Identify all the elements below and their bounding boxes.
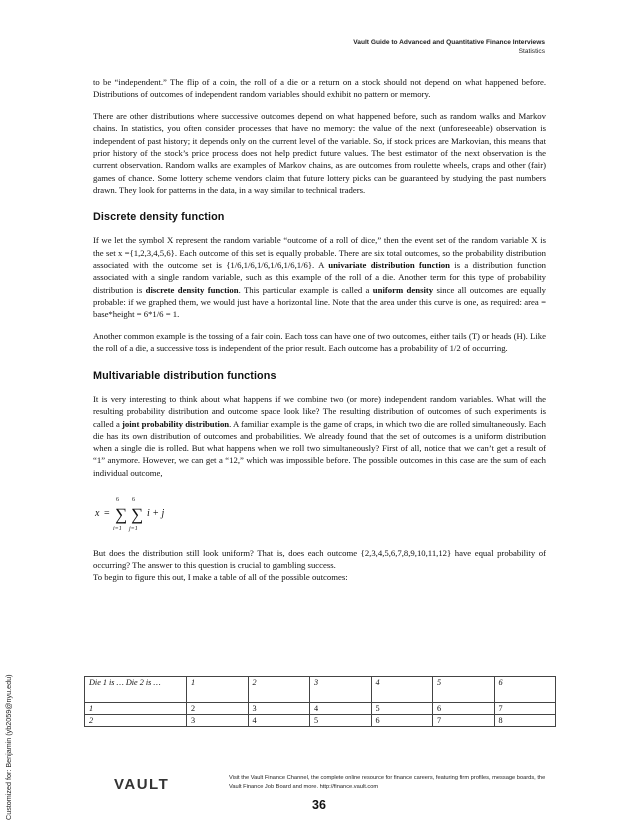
formula-graphic <box>93 489 213 537</box>
formula-equals: = <box>104 507 110 519</box>
table-corner-cell: Die 1 is … Die 2 is … <box>85 677 187 703</box>
column-header: 5 <box>433 677 495 703</box>
sum-sign: ∑ <box>115 504 128 524</box>
term: joint probability distribution <box>122 418 230 429</box>
table-cell: 7 <box>494 703 556 715</box>
paragraph: to be “independent.” The flip of a coin, the roll of a die or a return on a stock should not depend on what happened before. Distributions of outcomes of independent random variables should exhibit no pattern or memory. <box>93 77 546 100</box>
table-cell: 7 <box>433 715 495 727</box>
column-header: 6 <box>494 677 556 703</box>
column-header: 3 <box>310 677 372 703</box>
table-cell: 6 <box>371 715 433 727</box>
table-cell: 6 <box>433 703 495 715</box>
row-label: 1 <box>85 703 187 715</box>
paragraph: If we let the symbol X represent the random variable “outcome of a roll of dice,” then the event set of the random variable X is the set x ={1,2,3,4,5,6}. Each outcome of this set is equally probable. There are six total outcomes, so the probability distribution associated with the outcome set is {1/6,1/6,1/6,1/6,1/6,1/6}. A univariate distribution function is a distribution function associated with a single random variable, such as this example of the roll of a die. Another term for this type of probability distribution is discrete density function. This particular example is called a uniform density since all outcomes are equally probable: if we graphed them, we would just have a horizontal line. Note that the area under this curve is one, as required: area = base*height = 6*1/6 = 1. <box>93 235 547 320</box>
vault-logo: VAULT <box>114 776 170 793</box>
table-cell: 8 <box>494 715 556 727</box>
table-row <box>85 715 556 727</box>
customization-note: Customized for: Benjamin (yb2059@nyu.edu) <box>4 674 13 820</box>
table-cell: 5 <box>371 703 433 715</box>
table-cell: 2 <box>187 703 249 715</box>
paragraph: To begin to figure this out, I make a table of all of the possible outcomes: <box>93 572 348 583</box>
table-cell: 4 <box>248 715 310 727</box>
sum-upper-limit: 6 <box>132 496 135 503</box>
paragraph: Another common example is the tossing of a fair coin. Each toss can have one of two outcomes, either tails (T) or heads (H). Like the roll of a die, a successive toss is independent of the prior result. Each outcome has a probability of 1/2 of occurring. <box>93 331 546 354</box>
column-header: 4 <box>371 677 433 703</box>
term: discrete density function <box>145 284 239 295</box>
sum-lower-limit: i=1 <box>113 525 122 532</box>
sum-upper-limit: 6 <box>116 496 119 503</box>
formula-lhs: x <box>95 507 100 519</box>
running-header <box>353 38 545 56</box>
section-name: Statistics <box>518 48 545 55</box>
section-heading: Multivariable distribution functions <box>93 369 277 382</box>
paragraph: There are other distributions where successive outcomes depend on what happened before, such as random walks and Markov chains. In statistics, you often consider processes that have no memory: the value of the next (unforeseeable) observation is independent of past history; it depends only on the current level of the variable. So, if stock prices are Markovian, this means that prior history of the stock’s price process does not help predict future values. The best estimator of the next observation is the current observation. Random walks are examples of Markov chains, as are outcomes from roulette wheels, craps and other (fair) games of chance. Some lottery scheme vendors claim that future lottery picks can be guaranteed by studying the past numbers drawn. They look for patterns in the data, in a way similar to technical traders. <box>93 111 546 195</box>
sum-sign: ∑ <box>131 504 144 524</box>
column-header: 2 <box>248 677 310 703</box>
table-row <box>85 703 556 715</box>
table-cell: 4 <box>310 703 372 715</box>
page-body <box>93 76 546 593</box>
term: uniform density <box>372 284 434 295</box>
formula-body: i + j <box>147 507 165 519</box>
table-header-row <box>85 677 556 703</box>
footer-promo-text: Visit the Vault Finance Channel, the complete online resource for finance careers, featuring firm profiles, message boards, the Vault Finance Job Board and more. http://finance.vault.com <box>229 775 546 790</box>
outcome-table <box>84 676 556 727</box>
column-header: 1 <box>187 677 249 703</box>
table-cell: 3 <box>248 703 310 715</box>
page-number: 36 <box>312 798 326 812</box>
section-heading: Discrete density function <box>93 211 225 224</box>
row-label: 2 <box>85 715 187 727</box>
sum-lower-limit: j=1 <box>129 525 138 532</box>
term: univariate distribution function <box>328 260 450 271</box>
paragraph: But does the distribution still look uniform? That is, does each outcome {2,3,4,5,6,7,8,9,10,11,12} have equal probability of occurring? The answer to this question is crucial to gambling success. <box>93 547 546 570</box>
table-cell: 3 <box>187 715 249 727</box>
table-cell: 5 <box>310 715 372 727</box>
sum-formula <box>93 489 546 537</box>
paragraph: It is very interesting to think about what happens if we combine two (or more) independent random variables. What will the resulting probability distribution and outcome space look like? The resulting distribution of outcomes of such experiments is called a joint probability distribution. A familiar example is the game of craps, in which two die are rolled simultaneously. Each die has its own distribution of outcomes and probabilities. We already found that the set of outcomes is a uniform distribution when a single die is rolled. But what happens when we roll two simultaneously? First of all, notice that we can’t get a result of “1” anymore. However, we can get a “12,” which was impossible before. The possible outcomes in this case are the sum of each individual outcome, <box>93 393 546 478</box>
book-title: Vault Guide to Advanced and Quantitative Finance Interviews <box>353 39 545 46</box>
